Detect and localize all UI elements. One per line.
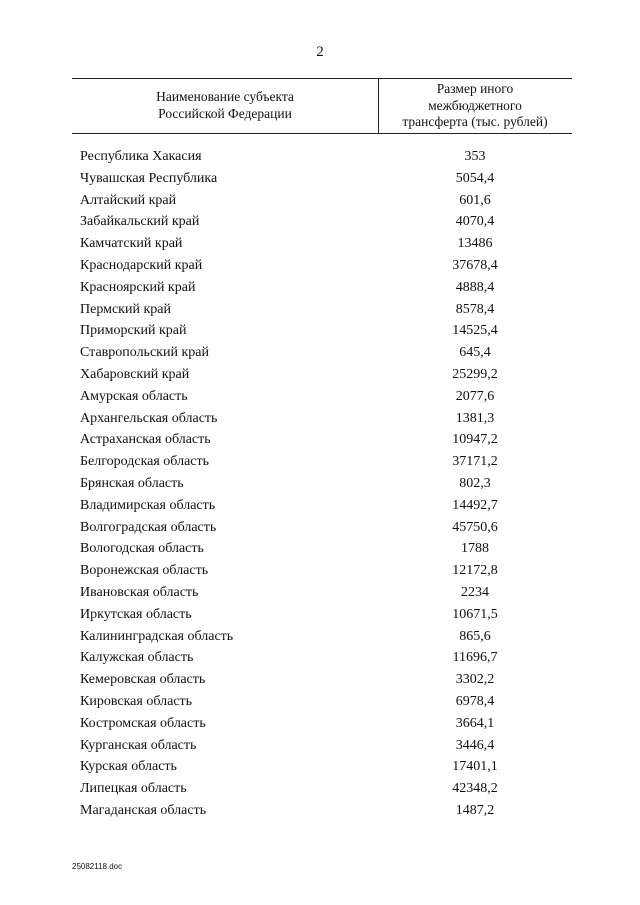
table-row — [0, 582, 640, 604]
region-name: Иркутская область — [80, 606, 192, 622]
table-row — [0, 473, 640, 495]
transfer-amount: 13486 — [457, 236, 493, 252]
region-name: Алтайский край — [80, 192, 177, 208]
table-row — [0, 168, 640, 190]
transfer-amount: 11696,7 — [452, 650, 498, 666]
transfer-amount: 37678,4 — [452, 257, 498, 273]
table-row — [0, 429, 640, 451]
transfer-amount: 802,3 — [459, 475, 491, 491]
transfer-amount: 2077,6 — [455, 388, 495, 404]
region-name: Кировская область — [80, 693, 193, 709]
region-name: Чувашская Республика — [80, 170, 218, 186]
column-header-region-name — [72, 89, 378, 122]
table-row — [0, 190, 640, 212]
region-name: Пермский край — [80, 301, 171, 317]
transfer-amount: 6978,4 — [455, 693, 495, 709]
region-name: Красноярский край — [80, 279, 196, 295]
transfer-amount: 42348,2 — [452, 781, 498, 797]
transfer-amount: 45750,6 — [452, 519, 498, 535]
table-row — [0, 211, 640, 233]
transfer-amount: 17401,1 — [452, 759, 498, 775]
table-row — [0, 647, 640, 669]
region-name: Белгородская область — [80, 454, 210, 470]
table-row — [0, 669, 640, 691]
table-row — [0, 408, 640, 430]
transfer-amount: 14492,7 — [452, 497, 498, 513]
region-name: Забайкальский край — [80, 214, 200, 230]
region-name: Краснодарский край — [80, 257, 203, 273]
page-number: 2 — [316, 44, 324, 60]
table-row — [0, 277, 640, 299]
table-top-rule — [72, 78, 572, 79]
region-name: Волгоградская область — [80, 519, 217, 535]
table-body — [0, 146, 640, 822]
table-row — [0, 320, 640, 342]
region-name: Республика Хакасия — [80, 149, 202, 164]
table-row — [0, 756, 640, 778]
transfer-amount: 3446,4 — [455, 737, 495, 753]
table-row — [0, 495, 640, 517]
region-name: Ивановская область — [80, 584, 199, 600]
transfer-amount: 353 — [464, 149, 486, 164]
transfer-amount: 10947,2 — [452, 432, 498, 448]
region-name: Камчатский край — [80, 236, 183, 252]
table-row — [0, 800, 640, 822]
region-name: Кемеровская область — [80, 672, 206, 688]
transfer-amount: 3302,2 — [455, 672, 495, 688]
table-row — [0, 604, 640, 626]
region-name: Астраханская область — [80, 432, 211, 448]
table-row — [0, 299, 640, 321]
column-header-region-name-line-2: Российской Федерации — [158, 105, 292, 121]
column-header-transfer-amount — [378, 81, 572, 131]
table-header-rule — [72, 133, 572, 134]
transfer-amount: 1381,3 — [455, 410, 495, 426]
table-row — [0, 146, 640, 168]
table-row — [0, 735, 640, 757]
transfer-amount: 865,6 — [459, 628, 491, 644]
column-header-amount-line-2: межбюджетного — [428, 97, 522, 113]
footer-file-name: 25082118.doc — [72, 862, 123, 871]
region-name: Магаданская область — [80, 802, 207, 818]
transfer-amount: 645,4 — [459, 345, 491, 361]
table-row — [0, 691, 640, 713]
transfer-amount: 12172,8 — [452, 563, 498, 579]
table-row — [0, 778, 640, 800]
transfer-amount: 5054,4 — [455, 170, 495, 186]
table-row — [0, 364, 640, 386]
region-name: Костромская область — [80, 715, 206, 731]
table-row — [0, 386, 640, 408]
table-row — [0, 255, 640, 277]
region-name: Ставропольский край — [80, 345, 209, 361]
table-row — [0, 342, 640, 364]
table-row — [0, 560, 640, 582]
transfer-amount: 3664,1 — [455, 715, 495, 731]
transfer-amount: 14525,4 — [452, 323, 498, 339]
region-name: Амурская область — [80, 388, 188, 404]
column-header-region-name-line-1: Наименование субъекта — [156, 89, 294, 104]
region-name: Приморский край — [80, 323, 187, 339]
transfer-amount: 10671,5 — [452, 606, 498, 622]
transfer-amount: 37171,2 — [452, 454, 498, 470]
region-name: Калининградская область — [80, 628, 234, 644]
region-name: Брянская область — [80, 475, 184, 491]
table-row — [0, 517, 640, 539]
transfer-amount: 601,6 — [459, 192, 491, 208]
region-name: Воронежская область — [80, 563, 209, 579]
transfer-amount: 1487,2 — [455, 802, 495, 818]
region-name: Липецкая область — [80, 781, 187, 797]
region-name: Вологодская область — [80, 541, 204, 557]
region-name: Курская область — [80, 759, 177, 775]
table-row — [0, 233, 640, 255]
transfer-amount: 25299,2 — [452, 366, 498, 382]
transfer-amount: 4070,4 — [455, 214, 495, 230]
table-row — [0, 713, 640, 735]
transfer-amount: 2234 — [461, 584, 489, 600]
table-row — [0, 538, 640, 560]
column-header-amount-line-1: Размер иного — [436, 81, 514, 96]
transfer-amount: 8578,4 — [455, 301, 495, 317]
column-header-amount-line-3: трансферта (тыс. рублей) — [402, 114, 548, 129]
region-name: Хабаровский край — [80, 366, 190, 382]
transfer-amount: 4888,4 — [455, 279, 495, 295]
transfer-amount: 1788 — [461, 541, 489, 557]
region-name: Владимирская область — [80, 497, 216, 513]
region-name: Калужская область — [80, 650, 194, 666]
table-row — [0, 626, 640, 648]
region-name: Архангельская область — [80, 410, 218, 426]
table-row — [0, 451, 640, 473]
region-name: Курганская область — [80, 737, 197, 753]
